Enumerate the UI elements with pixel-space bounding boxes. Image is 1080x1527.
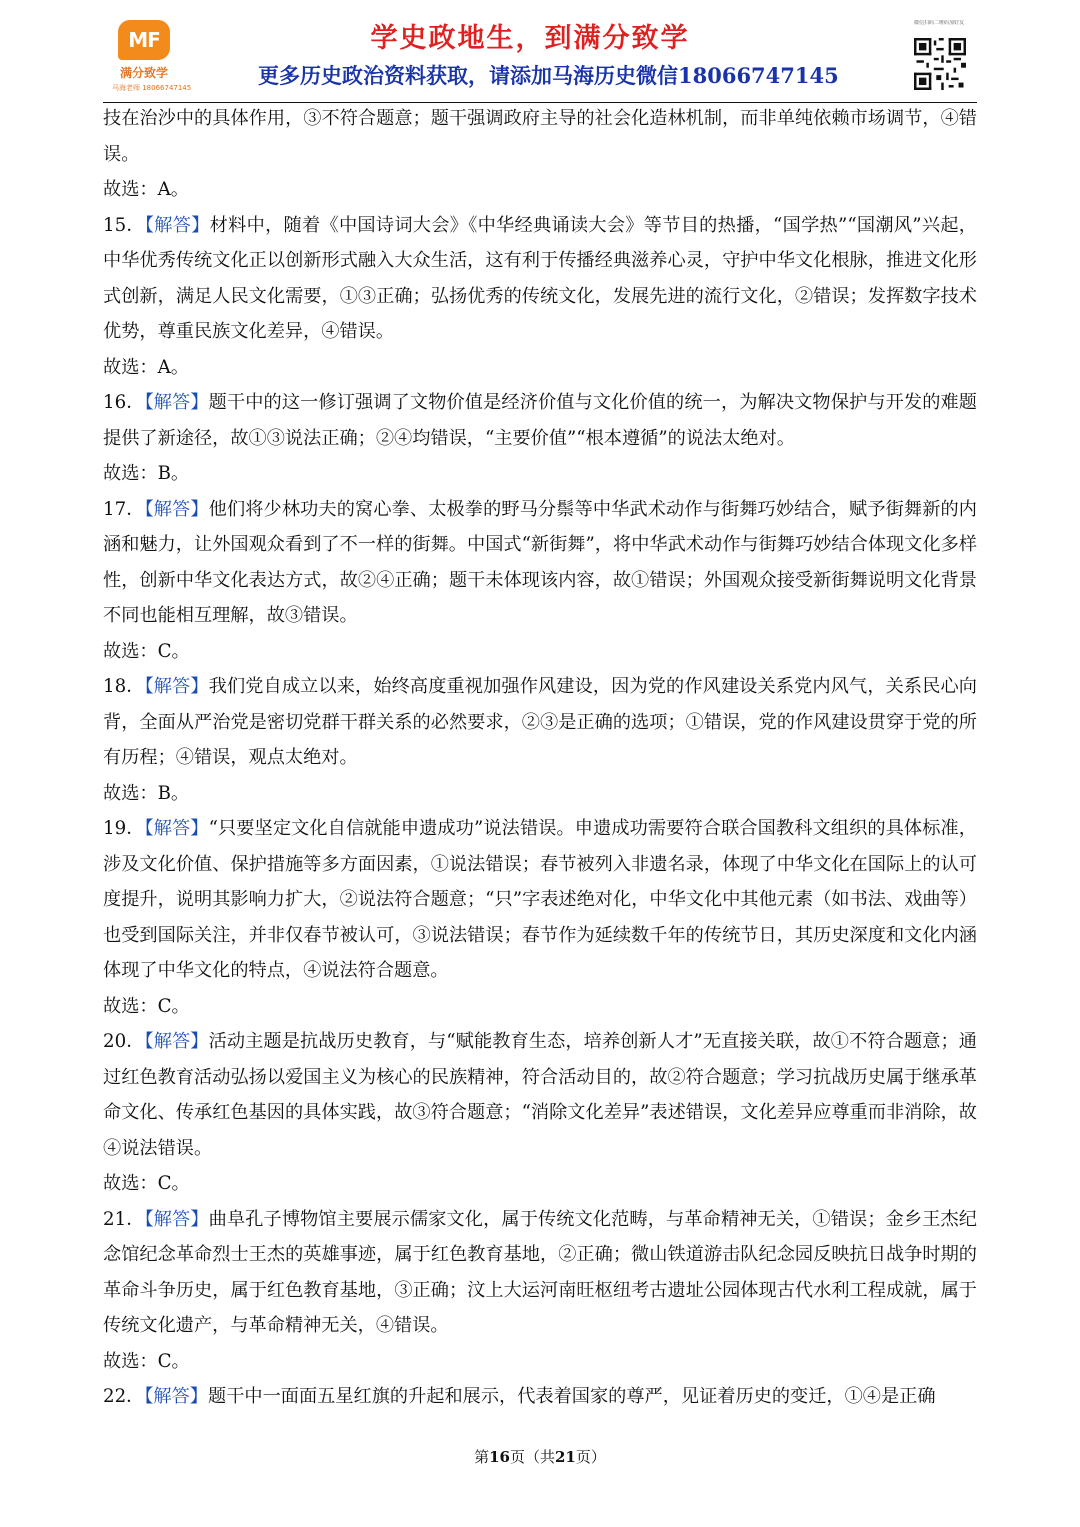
header-slogan: 学史政地生，到满分致学 <box>370 23 690 54</box>
question-20-answer: 20．【解答】活动主题是抗战历史教育，与“赋能教育生态，培养创新人才”无直接关联，故①不符合题意；通过红色教育活动弘扬以爱国主义为核心的民族精神，符合活动目的，故②符合题意；学习抗战历史属于继承革命文化、传承红色基因的具体实践，故③符合题意；“消除文化差异”表述错误，文化差异应尊重而非消除，故④说法错误。 <box>103 1031 977 1159</box>
question-15-answer: 15．【解答】材料中，随着《中国诗词大会》《中华经典诵读大会》等节目的热播，“国学热”“国潮风”兴起，中华优秀传统文化正以创新形式融入大众生活，这有利于传播经典滋养心灵，守护中华文化根脉，推进文化形式创新，满足人民文化需要，①③正确；弘扬优秀的传统文化，发展先进的流行文化，②错误；发挥数字技术优势，尊重民族文化差异，④错误。 <box>103 214 977 342</box>
answer-choice: 故选：A。 <box>103 356 189 378</box>
page-header <box>0 0 1080 104</box>
answer-choice: 故选：C。 <box>103 640 190 662</box>
answer-body <box>103 101 977 1415</box>
logo-badge: MF <box>118 20 170 60</box>
qr-code-icon <box>914 38 966 90</box>
question-21-answer: 21．【解答】曲阜孔子博物馆主要展示儒家文化，属于传统文化范畴，与革命精神无关，①错误；金乡王杰纪念馆纪念革命烈士王杰的英雄事迹，属于红色教育基地，②正确；微山铁道游击队纪念园反映抗日战争时期的革命斗争历史，属于红色教育基地，③正确；汶上大运河南旺枢纽考古遗址公园体现古代水利工程成就，属于传统文化遗产，与革命精神无关，④错误。 <box>103 1208 977 1336</box>
total-pages: 21 <box>555 1448 576 1466</box>
answer-choice: 故选：A。 <box>103 179 189 200</box>
qr-block <box>914 20 968 98</box>
qr-caption: 微信扫码二维码加好友 <box>914 20 965 26</box>
current-page: 16 <box>489 1448 510 1466</box>
answer-choice: 故选：C。 <box>103 995 190 1017</box>
answer-choice: 故选：B。 <box>103 782 190 804</box>
answer-choice: 故选：B。 <box>103 463 190 484</box>
answer-choice: 故选：C。 <box>103 1350 190 1372</box>
question-17-answer: 17．【解答】他们将少林功夫的窝心拳、太极拳的野马分鬃等中华武术动作与街舞巧妙结合，赋予街舞新的内涵和魅力，让外国观众看到了不一样的街舞。中国式“新街舞”，将中华武术动作与街舞巧妙结合体现文化多样性，创新中华文化表达方式，故②④正确；题干未体现该内容，故①错误；外国观众接受新街舞说明文化背景不同也能相互理解，故③错误。 <box>103 498 977 626</box>
question-18-answer: 18．【解答】我们党自成立以来，始终高度重视加强作风建设，因为党的作风建设关系党内风气，关系民心向背，全面从严治党是密切党群干群关系的必然要求，②③是正确的选项；①错误，党的作风建设贯穿于党的所有历程；④错误，观点太绝对。 <box>103 676 977 768</box>
question-16-answer: 16．【解答】题干中的这一修订强调了文物价值是经济价值与文化价值的统一，为解决文物保护与开发的难题提供了新途径，故①③说法正确；②④均错误，“主要价值”“根本遵循”的说法太绝对。 <box>103 392 977 449</box>
answer-choice: 故选：C。 <box>103 1173 190 1194</box>
page-footer: 第16页（共21页） <box>474 1448 606 1466</box>
logo-name: 满分致学 <box>119 66 168 80</box>
paragraph: 技在治沙中的具体作用，③不符合题意；题干强调政府主导的社会化造林机制，而非单纯依赖市场调节，④错误。 <box>103 108 977 165</box>
question-22-answer: 22．【解答】题干中一面面五星红旗的升起和展示，代表着国家的尊严，见证着历史的变迁，①④是正确 <box>103 1386 936 1407</box>
question-19-answer: 19．【解答】“只要坚定文化自信就能申遗成功”说法错误。申遗成功需要符合联合国教科文组织的具体标准，涉及文化价值、保护措施等多方面因素，①说法错误；春节被列入非遗名录，体现了中华文化在国际上的认可度提升，说明其影响力扩大，②说法符合题意；“只”字表述绝对化，中华文化中其他元素（如书法、戏曲等）也受到国际关注，并非仅春节被认可，③说法错误；春节作为延续数千年的传统节日，其历史深度和文化内涵体现了中华文化的特点，④说法符合题意。 <box>103 818 977 981</box>
brand-logo <box>112 20 192 93</box>
logo-phone: 马海老师 18066747145 <box>112 84 192 92</box>
header-contact: 更多历史政治资料获取，请添加马海历史微信18066747145 <box>258 63 839 88</box>
